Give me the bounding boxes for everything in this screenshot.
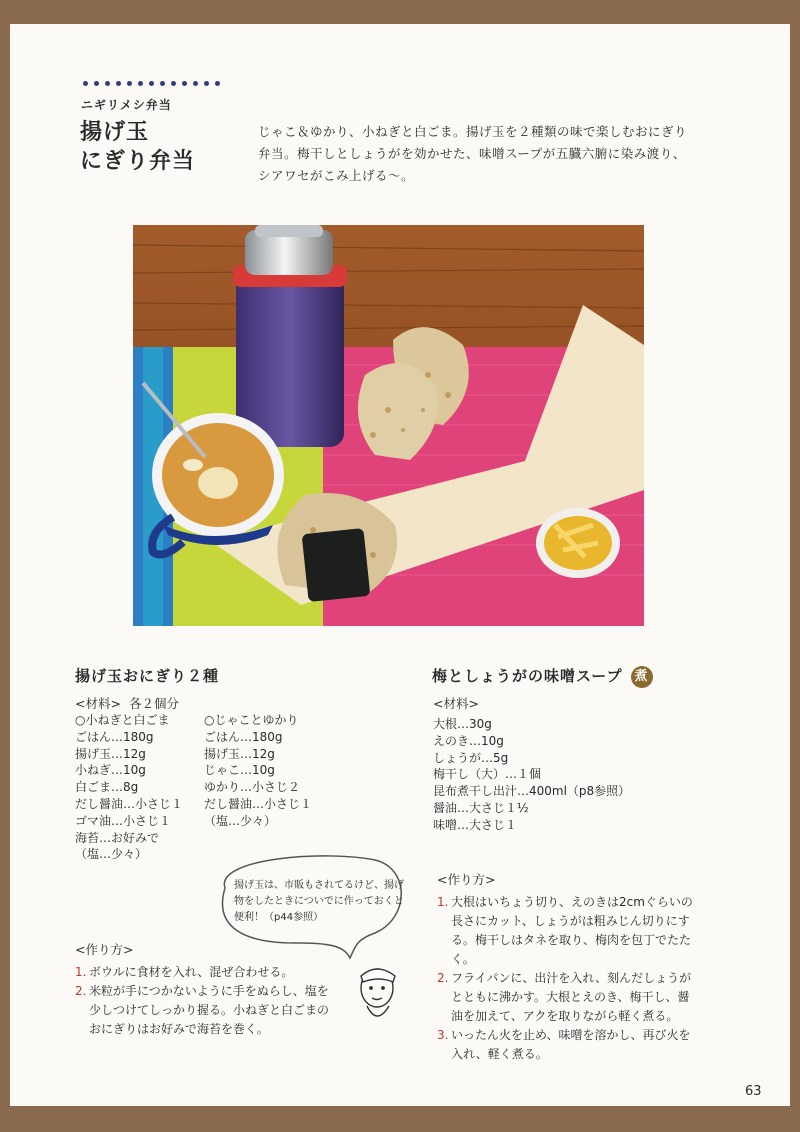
intro-text: じゃこ＆ゆかり、小ねぎと白ごま。揚げ玉を２種類の味で楽しむおにぎり弁当。梅干しとしょうがを効かせた、味噌スープが五臓六腑に染み渡り、シアワセがこみ上げる〜。: [258, 124, 688, 183]
list-item: ○じゃことゆかり: [204, 713, 299, 727]
list-item: 2. 米粒が手につかないように手をぬらし、塩を少しつけてしっかり握る。小ねぎと白ごまのおにぎりはお好みで海苔を巻く。: [75, 984, 330, 1036]
list-item: 2. フライパンに、出汁を入れ、刻んだしょうがとともに沸かす。大根とえのき、梅干し、醤油を加えて、アクを取りながら軽く煮る。: [437, 971, 692, 1023]
list-item: えのき…10g: [433, 733, 504, 748]
onigiri-steps: [75, 963, 335, 1039]
onigiri-title: 揚げ玉おにぎり２種: [75, 667, 220, 685]
list-item: ゆかり…小さじ２: [204, 780, 301, 795]
soup-steps: [437, 893, 699, 1064]
list-item: （塩…少々）: [204, 813, 277, 828]
list-item: 白ごま…8g: [75, 780, 139, 795]
list-item: 3. いったん火を止め、味噌を溶かし、再び火を入れ、軽く煮る。: [437, 1028, 691, 1061]
list-item: じゃこ…10g: [204, 763, 275, 778]
onigiri-ingredients-right: [204, 712, 312, 830]
list-item: 昆布煮干し出汁…400ml（p8参照）: [433, 784, 631, 799]
list-item: 1. 大根はいちょう切り、えのきは2cmぐらいの長さにカット、しょうがは粗みじん切りにする。梅干しはタネを取り、梅肉を包丁でたたく。: [437, 895, 693, 966]
boil-badge: 煮: [631, 666, 653, 688]
list-item: だし醤油…小さじ１: [204, 796, 313, 811]
list-item: ごはん…180g: [204, 729, 283, 744]
page-title: 揚げ玉 にぎり弁当: [80, 120, 196, 174]
list-item: しょうが…5g: [433, 750, 509, 765]
bubble-note: 揚げ玉は、市販もされてるけど、揚げ物をしたときについでに作っておくと便利！（p44参照）: [234, 880, 404, 923]
list-item: 1. ボウルに食材を入れ、混ぜ合わせる。: [75, 965, 294, 979]
list-item: 梅干し（大）…１個: [433, 767, 542, 782]
list-item: だし醤油…小さじ１: [75, 796, 184, 811]
onigiri-method-heading: <作り方>: [75, 942, 134, 957]
list-item: 大根…30g: [433, 717, 492, 731]
soup-title: 梅としょうがの味噌スープ 煮: [432, 665, 653, 688]
soup-method-heading: <作り方>: [437, 872, 496, 887]
list-item: 揚げ玉…12g: [204, 746, 275, 761]
soup-ingredients: [433, 716, 630, 834]
list-item: ゴマ油…小さじ１: [75, 813, 172, 828]
series-kicker: ニギリメシ弁当: [81, 98, 172, 112]
top-border: [0, 0, 800, 24]
bento-photo: [133, 225, 644, 626]
decorative-dots: [83, 81, 220, 86]
list-item: ○小ねぎと白ごま: [75, 713, 170, 727]
page-number: 63: [745, 1084, 762, 1099]
list-item: 醤油…大さじ１½: [433, 800, 529, 815]
bottom-border: [0, 1106, 800, 1132]
list-item: ごはん…180g: [75, 729, 154, 744]
list-item: 揚げ玉…12g: [75, 746, 146, 761]
list-item: 海苔…お好みで: [75, 830, 160, 845]
onigiri-ingredients-left: [75, 712, 183, 863]
list-item: （塩…少々）: [75, 847, 148, 862]
list-item: 小ねぎ…10g: [75, 763, 146, 778]
soup-ingredients-heading: <材料>: [433, 696, 479, 711]
onigiri-ingredients-heading: <材料> 各２個分: [75, 696, 179, 711]
list-item: 味噌…大さじ１: [433, 817, 518, 832]
